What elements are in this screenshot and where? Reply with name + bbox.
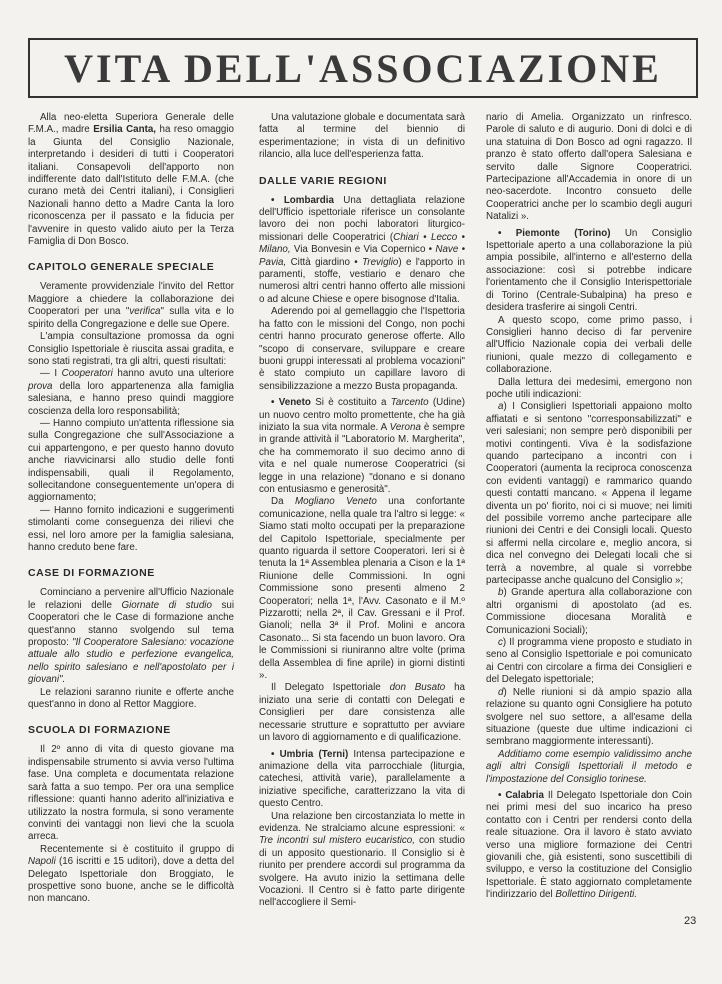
paragraph: • Lombardia Una dettagliata relazione dell'Ufficio ispettoriale riferisce un consolante lavoro dei non pochi laboratori liturgico-missionari delle Cooperatrici (Chiari • Lecco • Milano, Via Bonvesin e Via Copernico • Nave • Pavia, Città giardino • Treviglio) e l'apporto in paramenti, stoffe, vestiario e denaro che numerosi altri centri hanno offerto alle missioni o ad alcune Chiese e opere bisognose d'Italia. [259,194,466,305]
section-heading: SCUOLA DI FORMAZIONE [28,724,171,737]
paragraph: nario di Amelia. Organizzato un rinfresco. Parole di saluto e di augurio. Doni di dolci e di una statuina di Don Bosco ad ogni ragazzo. Il pranzo è stato offerto dall'opera Salesiana e servito dalle Signore Cooperatrici. Partecipazione all'Accademia in onore di un neo-sacerdote. Incontro consueto delle Cooperatrici anche per lo scambio degli auguri Natalizi ». [486,112,692,223]
paragraph: Cominciano a pervenire all'Ufficio Nazionale le relazioni delle Giornate di studio sui Cooperatori che le Case di formazione anche quest'anno stanno svolgendo sul tema proposto: "Il Cooperatore Salesiano: vocazione attuale allo studio e perfezione evangelica, nello spirito salesiano e nell'apostolato per i giovani". [28,587,234,686]
paragraph: Alla neo-eletta Superiora Generale delle F.M.A., madre Ersilia Canta, ha reso omaggio la Giunta del Consiglio Nazionale, interpretando i desideri di tutti i Cooperatori italiani. Consapevoli dell'apporto non indifferente dato dall'Istituto delle F.M.A. (che curano metà dei Centri italiani), i Consiglieri Nazionali hanno detto a Madre Canta la loro riconoscenza per il passato e la fiducia per l'avvenire in questo valido aiuto per la Terza Famiglia di Don Bosco. [28,112,234,248]
paragraph: • Calabria Il Delegato Ispettoriale don Coin nei primi mesi del suo incarico ha preso contatto con i Centri per rendersi conto della reale situazione. Ora il lavoro è stato avviato verso una migliore formazione dei Centri giovanili che, già esistenti, sono suscettibili di sviluppo, e verso la costituzione del Consiglio Ispettoriale. È stato aggiornato completamente l'indirizzario del Bollettino Dirigenti. [486,789,692,901]
page-number: 23 [684,915,697,927]
paragraph: Da Mogliano Veneto una confortante comunicazione, nella quale tra l'altro si legge: « Siamo stati molto occupati per la preparazione del Capitolo Ispettoriale, specialmente per quanto riguarda il settore Cooperatori. Ieri si è tenuta la 1ª Assemblea plenaria a Cison e la 1ª Riunione delle Commissioni. In ogni Commissione sono presenti almeno 2 Cooperatori; nella 1ª, l'Avv. Casonato e il M.º Pizzarotti; nella 2ª, il Cav. Gressani e il Prof. Gianoli; nella 3ª il Prof. Molini e ancora Casonato... Si sta facendo un buon lavoro. Ora le Commissioni si riuniranno altre volte (prima della Assemblea di fine aprile) in giorni distinti ». [259,496,465,682]
column-2 [259,112,465,910]
paragraph: • Umbria (Terni) Intensa partecipazione e animazione della vita parrocchiale (liturgia, catechesi, attività varie), parallelamente a iniziative specifiche, caratterizzano la vita di questo Centro. [259,748,465,810]
paragraph: Aderendo poi al gemellaggio che l'Ispettoria ha fatto con le missioni del Congo, non pochi centri hanno procurato generose offerte. Allo "scopo di conservare, sviluppare e creare buoni gruppi interessati al problema vocazioni" è stato compiuto un capillare lavoro di sensibilizzazione a mezzo Busta propaganda. [259,306,465,392]
paragraph: — I Cooperatori hanno avuto una ulteriore prova della loro appartenenza alla famiglia salesiana, e hanno preso quindi maggiore coscienza della loro responsabilità; [28,368,234,417]
paragraph: A questo scopo, come primo passo, i Consiglieri hanno deciso di far pervenire all'Ufficio Nazionale copia dei verbali delle riunioni, quale mezzo di collegamento e collaborazione. [486,314,692,376]
paragraph: Recentemente si è costituito il gruppo di Napoli (16 iscritti e 15 uditori), dove a detta del Delegato Ispettoriale don Broggiato, le prospettive sono buone, anche se le difficoltà non mancano. [28,843,234,905]
paragraph: a) I Consiglieri Ispettoriali appaiono molto affiatati e si sentono "corresponsabilizzati" e veri salesiani; non sempre però disponibili per motivi contingenti. Viva è la sodisfazione quando partecipano a incontri con i Cooperatori (aumenta la reciproca conoscenza con evidenti vantaggi) e rammarico quando questi contatti mancano. « Appena il legame diventa un po' fiorito, noi ci si muove; nei limiti del possibile vorremo anche partecipare alle riunioni dei Centri e dei Consigli locali. Questo si affermi nella circolare e, meglio ancora, si dica nel convegno dei Delegati locali che si terrà a novembre, al quale si vorrebbe partecipasse anche qualcuno del Consiglio »; [486,401,692,587]
column-1 [28,112,234,906]
paragraph: Additiamo come esempio validissimo anche agli altri Consigli Ispettoriali il metodo e l'impostazione del Consiglio torinese. [486,748,692,785]
paragraph: • Piemonte (Torino) Un Consiglio Ispettoriale aperto a una collaborazione la più ampia possibile, all'interno e all'esterno della associazione: così si potrebbe indicare l'orientamento che il Consiglio Interispettoriale di Torino (Centrale-Subalpina) ha preso e desidera trasferire ai singoli Centri. [486,227,692,314]
paragraph: — Hanno compiuto un'attenta riflessione sia sulla Congregazione che sull'Associazione a cui appartengono, e per questo hanno dovuto anche riavvicinarsi allo studio delle fonti indispensabili, quali il Regolamento, sollecitandone conseguentemente un'opera di aggiornamento; [28,417,234,504]
paragraph: — Hanno fornito indicazioni e suggerimenti stimolanti come conseguenza dei rilievi che essi, nel loro amore per la famiglia salesiana, hanno creduto bene fare. [28,504,234,553]
paragraph: • Veneto Si è costituito a Tarcento (Udine) un nuovo centro molto promettente, che ha già iniziato la sua vita normale. A Verona è sempre in grande attività il "Laboratorio M. Margherita", che ha commemorato il suo decimo anno di vita e nel quale numerose Cooperatrici (si legge in una relazione) "donano e si donano con entusiasmo e generosità". [259,397,466,495]
paragraph: Dalla lettura dei medesimi, emergono non poche utili indicazioni: [486,376,692,400]
paragraph: Una valutazione globale e documentata sarà fatta al termine del biennio di esperimentazione; in vista di un definitivo rilancio, alla luce dell'esperienza fatta. [259,112,465,161]
paragraph: Le relazioni saranno riunite e offerte anche quest'anno in dono al Rettor Maggiore. [28,686,234,711]
section-heading: DALLE VARIE REGIONI [259,174,387,187]
paragraph: c) Il programma viene proposto e studiato in seno al Consiglio Ispettoriale e poi comunicato ai Centri con circolare a firma dei Consiglieri e del Delegato ispettoriale; [486,637,692,686]
paragraph: L'ampia consultazione promossa da ogni Consiglio Ispettoriale è riuscita assai gradita, e sono stati registrati, tra gli altri, questi risultati: [28,331,234,367]
page-header [28,38,698,98]
paragraph: Il Delegato Ispettoriale don Busato ha iniziato una serie di contatti con Delegati e Consiglieri per dare consistenza alle necessarie strutture e soprattutto per avviare un lavoro di aggiornamento e di qualificazione. [259,682,465,744]
paragraph: Il 2º anno di vita di questo giovane ma indispensabile strumento si avvia verso l'ultima fase. Una completa e documentata relazione sarà fatta a suo tempo. Per ora una semplice riflessione: quanti hanno aderito all'iniziativa e utilizzato la nostra formula, si sono veramente convinti dei vantaggi non lievi che la scuola arreca. [28,744,234,843]
paragraph: Veramente provvidenziale l'invito del Rettor Maggiore a chiedere la collaborazione dei Cooperatori per una "verifica" sulla vita e lo spirito della Congregazione e delle sue Opere. [28,281,234,330]
section-heading: CAPITOLO GENERALE SPECIALE [28,261,215,274]
paragraph: d) Nelle riunioni si dà ampio spazio alla relazione su quanto ogni Consigliere ha potuto svolgere nel suo settore, a all'esame della situazione (queste due ultime indicazioni ci sembrano maggiormente interessanti). [486,686,692,748]
paragraph: b) Grande apertura alla collaborazione con altri organismi di apostolato (ad es. Commissione diocesana Moralità e Comunicazioni Sociali); [486,587,692,636]
paragraph: Una relazione ben circostanziata lo mette in evidenza. Ne stralciamo alcune espressioni: « Tre incontri sul mistero eucaristico, con studio di un apposito questionario. Il Consiglio si è riunito per prendere accordi sul programma da svolgere. Ha avuto inizio la settimana delle Vocazioni. Il Centro si è fatto parte dirigente nell'accogliere il Semi- [259,810,465,909]
column-3 [486,112,692,902]
page-title: VITA DELL'ASSOCIAZIONE [64,45,662,91]
section-heading: CASE DI FORMAZIONE [28,567,155,580]
